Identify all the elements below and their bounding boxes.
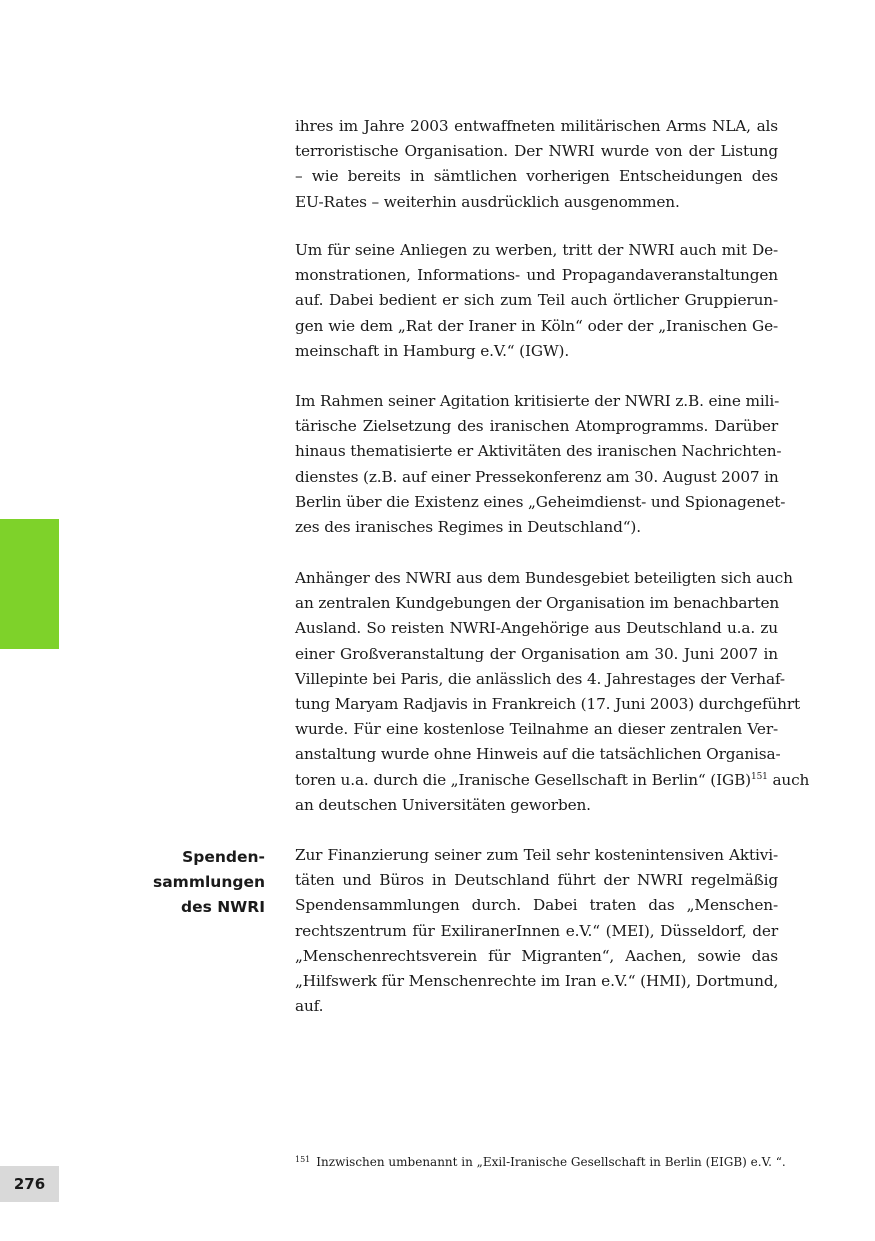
text-line-with-footnote (295, 768, 810, 793)
text-line: ihres im Jahre 2003 entwaffneten militärischen Arms NLA, als (295, 117, 778, 135)
footnote (295, 1151, 786, 1171)
text-line: gen wie dem „Rat der Iraner in Köln“ oder der „Iranischen Ge- (295, 316, 778, 335)
paragraph-5 (295, 843, 778, 1019)
text-line: einer Großveranstaltung der Organisation am 30. Juni 2007 in (295, 644, 778, 663)
text-line: an deutschen Universitäten geworben. (295, 795, 591, 814)
paragraph-3 (295, 389, 786, 540)
text-line: Im Rahmen seiner Agitation kritisierte der NWRI z.B. eine mili- (295, 392, 780, 410)
text-line: EU-Rates – weiterhin ausdrücklich ausgenommen. (295, 192, 680, 211)
text-line: Anhänger des NWRI aus dem Bundesgebiet beteiligten sich auch (295, 569, 793, 587)
footnote-number: 151 (295, 1155, 311, 1164)
text-fragment: auch (767, 770, 810, 789)
chapter-color-tab (0, 519, 59, 649)
text-line: Villepinte bei Paris, die anlässlich des 4. Jahrestages der Verhaf- (295, 669, 785, 688)
text-line: tung Maryam Radjavis in Frankreich (17. Juni 2003) durchgeführt (295, 695, 801, 714)
text-line: Spendensammlungen durch. Dabei traten das „Menschen- (295, 896, 778, 915)
text-line: wurde. Für eine kostenlose Teilnahme an dieser zentralen Ver- (295, 720, 778, 739)
footnote-reference: 151 (751, 771, 768, 782)
text-line: tärische Zielsetzung des iranischen Atomprogramms. Darüber (295, 417, 778, 436)
side-heading-line: sammlungen (152, 873, 265, 892)
paragraph-1 (295, 114, 778, 215)
text-line: „Hilfswerk für Menschenrechte im Iran e.V.“ (HMI), Dortmund, (295, 972, 779, 991)
paragraph-2 (295, 238, 778, 364)
text-line: – wie bereits in sämtlichen vorherigen Entscheidungen des (295, 167, 778, 186)
text-line: dienstes (z.B. auf einer Pressekonferenz am 30. August 2007 in (295, 467, 779, 486)
text-line: Um für seine Anliegen zu werben, tritt der NWRI auch mit De- (295, 241, 778, 259)
text-line: hinaus thematisierte er Aktivitäten des iranischen Nachrichten- (295, 442, 782, 461)
paragraph-4 (295, 566, 810, 818)
text-line: „Menschenrechtsverein für Migranten“, Aachen, sowie das (295, 946, 778, 965)
text-line: Zur Finanzierung seiner zum Teil sehr kostenintensiven Aktivi- (295, 846, 778, 864)
footnote-text: Inzwischen umbenannt in „Exil-Iranische Gesellschaft in Berlin (EIGB) e.V. “. (316, 1155, 786, 1169)
text-line: Ausland. So reisten NWRI-Angehörige aus Deutschland u.a. zu (295, 619, 778, 638)
page-number: 276 (0, 1166, 59, 1202)
text-line: anstaltung wurde ohne Hinweis auf die tatsächlichen Organisa- (295, 745, 781, 764)
text-line: monstrationen, Informations- und Propagandaveranstaltungen (295, 266, 778, 285)
text-line: Berlin über die Existenz eines „Geheimdienst- und Spionagenet- (295, 492, 786, 511)
text-line: meinschaft in Hamburg e.V.“ (IGW). (295, 341, 570, 360)
text-fragment: toren u.a. durch die „Iranische Gesellschaft in Berlin“ (IGB) (295, 770, 752, 789)
text-line: täten und Büros in Deutschland führt der NWRI regelmäßig (295, 871, 778, 890)
text-line: terroristische Organisation. Der NWRI wurde von der Listung (295, 142, 778, 161)
text-line: auf. Dabei bedient er sich zum Teil auch örtlicher Gruppierun- (295, 291, 778, 310)
text-line: auf. (295, 997, 324, 1016)
side-heading-line: des NWRI (180, 898, 265, 917)
side-heading (105, 845, 265, 921)
side-heading-line: Spenden- (182, 848, 265, 866)
text-line: rechtszentrum für ExiliranerInnen e.V.“ (MEI), Düsseldorf, der (295, 921, 778, 940)
text-line: zes des iranisches Regimes in Deutschland“). (295, 518, 641, 537)
text-line: an zentralen Kundgebungen der Organisation im benachbarten (295, 594, 780, 613)
